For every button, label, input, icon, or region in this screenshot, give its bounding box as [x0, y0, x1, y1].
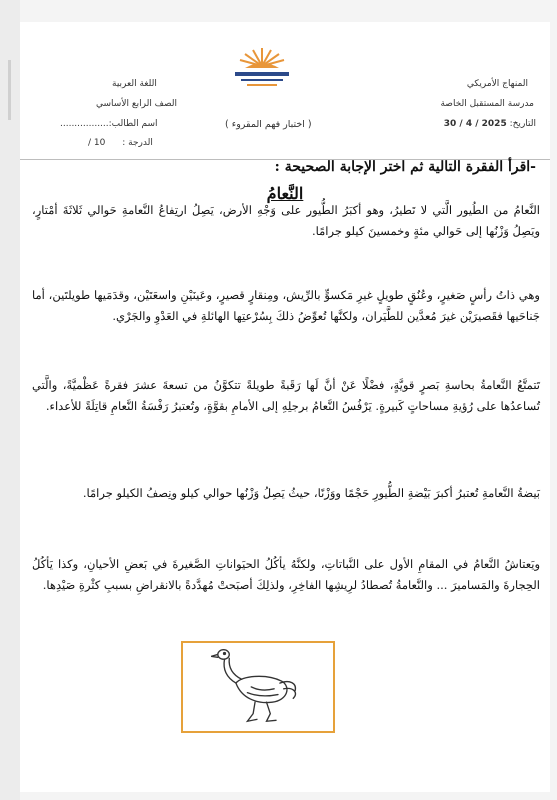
paragraph-1: النَّعامُ من الطُيور الَّتي لا تَطيرُ، وهو أكبَرُ الطُّيور على وَجْهِ الأرض، يَصِلُ ارتِفاعُ النَّعامةِ حَوالي ثَلاثَةَ أمْتارٍ، ويَصِلُ وَزْنُها إلى حَوالي مئةٍ وخمسينَ كيلو جرامًا. [32, 203, 540, 238]
instruction-text: -اقرأ الفقرة التالية ثم اختر الإجابة الصحيحة : [274, 159, 536, 175]
student-name-field[interactable]: اسم الطالب:................. [60, 119, 158, 129]
paragraph-3: تَتمتَّعُ النَّعامةُ بحاسةِ بَصرٍ قويَّةٍ، فضْلًا عَنْ أنَّ لَها رَقَبةً طويلةً تتكوَّنُ من تسعةَ عشرَ فقرةً عَظْميَّةً، والَّتي تُساعدُها على رُؤيةِ مساحاتٍ كَبيرةٍ. يَرْفُسُ النَّعامُ برجلِهِ إلى الأمامِ بقوَّةٍ، وتُعتبرُ رَفْسَةُ النَّعامِ قاتِلَةً للأعداء. [32, 378, 540, 413]
ostrich-illustration [181, 641, 335, 733]
date-label: التاريخ: [509, 119, 536, 129]
worksheet-page [20, 22, 550, 792]
school-name: مدرسة المستقبل الخاصة [440, 99, 534, 109]
passage-title: النَّعامُ [266, 184, 304, 203]
score-line [88, 138, 153, 148]
exam-title: ( اختبار فهم المقروء ) [225, 119, 312, 130]
school-logo-icon [223, 42, 301, 104]
paragraph-2: وهي ذاتُ رأسٍ صَغيرٍ، وعُنُقٍ طويلٍ غيرِ مَكسوٍّ بالرِّيش، ومِنقارٍ قصيرٍ، وعَينَيْنِ واسعَتَيْن، وقدَمَيها طويلتَين، أما جَناحَيها فقَصيرَيْن غيرَ مُعدَّين للطَّيَران، ولكنَّها تُعوِّضُ ذلكَ بِسُرْعتِها الهائلةِ في العَدْوِ والجَرْي. [32, 288, 540, 323]
score-label: الدرجة : [122, 138, 153, 148]
score-value: 10 / [88, 138, 106, 148]
scan-mark [8, 60, 11, 120]
paragraph-5: ويَعتاشُ النَّعامُ في المقامِ الأول على النَّباتاتِ، ولكنَّهُ يأكُلُ الحيَواناتِ الصَّغيرةَ في بَعضِ الأحيانِ، وكذا يَأكُلُ الحِجارةَ والمَساميرَ ... والنَّعامةُ تُصطادُ لرِيشِها الفاخِرِ، ولذلِكَ أصبَحتْ مُهدَّدةً بالانقراضِ بسببِ كثْرةِ صَيْدِها. [32, 557, 540, 592]
grade-label: الصف الرابع الأساسي [96, 99, 178, 109]
date-value: 30 / 4 / 2025 [443, 119, 507, 129]
curriculum-label: المنهاج الأمريكي [466, 79, 528, 89]
paragraph-4: بَيضةُ النَّعامةِ تُعتبرُ أكبرَ بَيْضةِ الطُّيورِ حَجْمًا ووَزْنًا، حيثُ يَصِلُ وَزْنُها حوالي كيلو ونِصفُ الكيلو جرامًا. [82, 486, 540, 500]
date-line [444, 119, 536, 129]
subject-label: اللغة العربية [112, 79, 157, 89]
scan-margin [0, 0, 20, 800]
ostrich-drawing-icon [183, 643, 329, 727]
